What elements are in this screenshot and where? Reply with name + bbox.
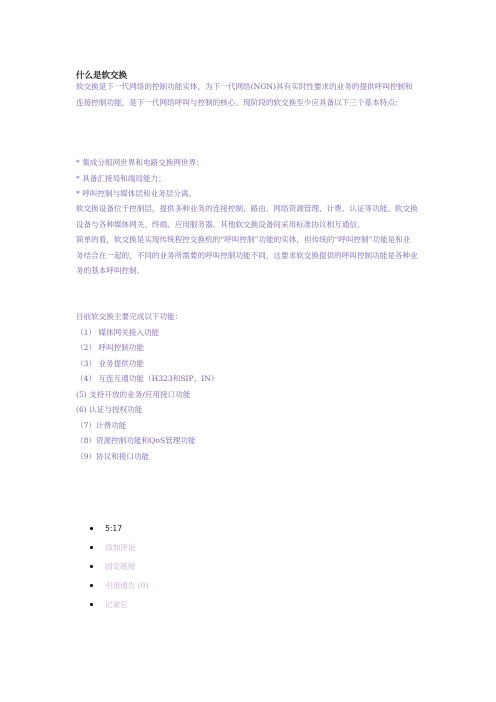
function-item: （1） 媒体网关接入功能 xyxy=(76,327,160,337)
permalink-item xyxy=(90,557,149,576)
feature-list xyxy=(76,155,418,202)
function-item: （4） 互连互通功能（H323和SIP、IN） xyxy=(76,374,219,383)
function-item: （9）协议和接口功能 xyxy=(76,451,150,461)
function-list xyxy=(76,309,418,464)
function-item: （7）计费功能 xyxy=(76,420,127,430)
record-item xyxy=(90,595,149,614)
add-comment-item xyxy=(90,538,149,557)
feature-item: * 呼叫控制与媒体层和业务层分离。 xyxy=(76,189,197,198)
bullet-dot-icon xyxy=(90,527,93,530)
position-paragraph: 软交换设备位于控制层，提供多种业务的连接控制、路由、网络资源管理、计费、认证等功能。软交换设备与各种媒体网关、终端、应用服务器、其他软交换设备间采用标准协议相互通信。 xyxy=(76,204,418,229)
functions-intro: 目前软交换主要完成以下功能： xyxy=(76,312,183,321)
function-item: (6) 认证与授权功能 xyxy=(76,405,143,414)
description-block xyxy=(76,201,418,279)
function-item: （3） 业务提供功能 xyxy=(76,358,144,368)
bullet-dot-icon xyxy=(90,565,93,568)
intro-paragraph: 软交换是下一代网络的控制功能实体，为下一代网络(NGN)具有实时性要求的业务的提供呼叫控制和连接控制功能，是下一代网络呼叫与控制的核心。现阶段的软交换至少应具备以下三个基本特点： xyxy=(76,82,413,107)
trackback-item xyxy=(90,576,149,595)
function-item: （2） 呼叫控制功能 xyxy=(76,343,144,352)
function-item: (5) 支持开放的业务/应用接口功能 xyxy=(76,389,191,399)
bullet-dot-icon xyxy=(90,584,93,587)
trackback-link[interactable]: 引用通告 (0) xyxy=(105,581,149,590)
post-footer xyxy=(90,519,149,614)
feature-item: * 具备汇接局和端局能力； xyxy=(76,173,166,183)
bullet-dot-icon xyxy=(90,603,93,606)
article-title: 什么是软交换 xyxy=(76,71,128,81)
feature-item: * 集成分组网世界和电路交换网世界； xyxy=(76,158,204,167)
call-control-paragraph: 简单的看，软交换是实现传统程控交换机的“呼叫控制”功能的实体，但传统的“呼叫控制”功能是和业务结合在一起的，不同的业务所需要的呼叫控制功能不同，这要求软交换提供的呼叫控制功能是各种业务的基本呼叫控制。 xyxy=(76,235,418,275)
bullet-dot-icon xyxy=(90,546,93,549)
permalink-link[interactable]: 固定链接 xyxy=(105,562,136,571)
post-time: 5:17 xyxy=(105,524,123,533)
post-time-item xyxy=(90,519,149,538)
add-comment-link[interactable]: 添加评论 xyxy=(105,543,136,552)
function-item: （8）资源控制功能和QoS管理功能 xyxy=(76,436,196,445)
record-link[interactable]: 记录它 xyxy=(105,600,128,609)
